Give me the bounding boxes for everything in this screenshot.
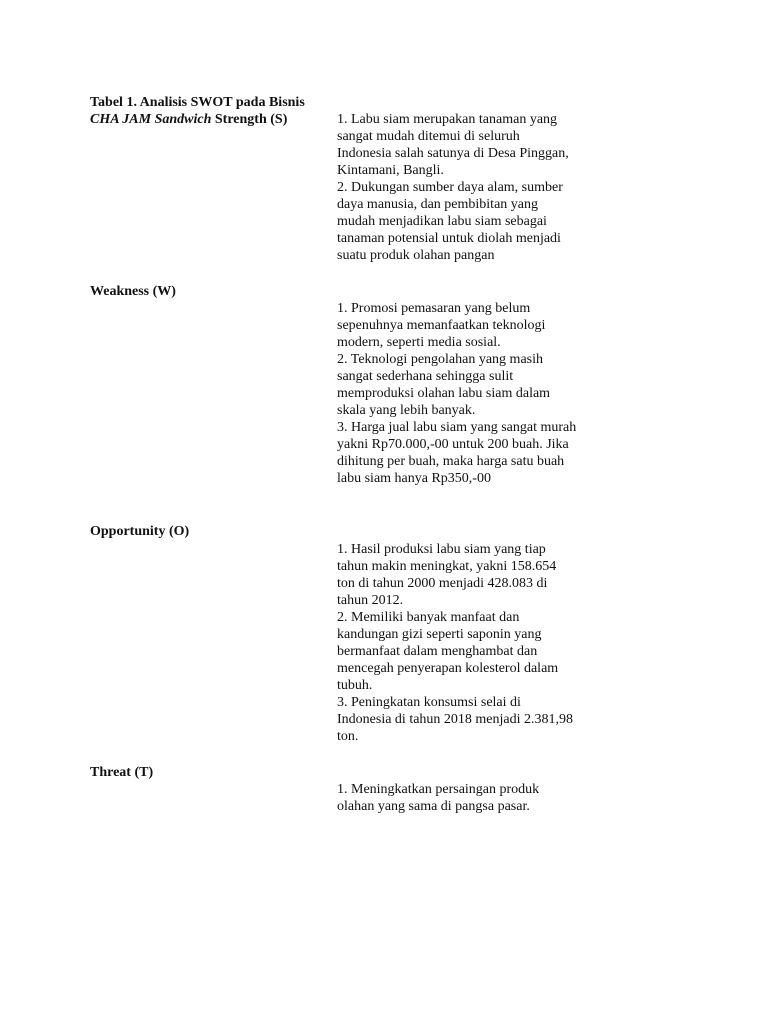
strength-item-1: 1. Labu siam merupakan tanaman yang sangat mudah ditemui di seluruh Indonesia salah satunya di Desa Pinggan, Kintamani, Bangli.	[337, 112, 569, 178]
strength-content	[337, 111, 577, 264]
weakness-item-3: 3. Harga jual labu siam yang sangat murah yakni Rp70.000,-00 untuk 200 buah. Jika dihitung per buah, maka harga satu buah labu siam hanya Rp350,-00	[337, 420, 577, 486]
table-title: Tabel 1. Analisis SWOT pada Bisnis	[90, 95, 305, 110]
opportunity-item-3: 3. Peningkatan konsumsi selai di Indonesia di tahun 2018 menjadi 2.381,98 ton.	[337, 695, 574, 744]
opportunity-content	[337, 541, 577, 745]
weakness-item-2: 2. Teknologi pengolahan yang masih sangat sederhana sehingga sulit memproduksi olahan labu siam dalam skala yang lebih banyak.	[337, 352, 551, 418]
weakness-heading: Weakness (W)	[90, 284, 176, 299]
weakness-content	[337, 300, 577, 487]
threat-heading: Threat (T)	[90, 765, 154, 780]
opportunity-item-1: 1. Hasil produksi labu siam yang tiap tahun makin meningkat, yakni 158.654 ton di tahun 2000 menjadi 428.083 di tahun 2012.	[337, 542, 557, 608]
opportunity-item-2: 2. Memiliki banyak manfaat dan kandungan gizi seperti saponin yang bermanfaat dalam menghambat dan mencegah penyerapan kolesterol dalam tubuh.	[337, 610, 559, 693]
strength-heading-line	[90, 111, 287, 128]
threat-content	[337, 781, 577, 815]
business-name: CHA JAM Sandwich	[90, 112, 212, 127]
threat-item-1: 1. Meningkatkan persaingan produk olahan yang sama di pangsa pasar.	[337, 782, 540, 814]
strength-item-2: 2. Dukungan sumber daya alam, sumber daya manusia, dan pembibitan yang mudah menjadikan labu siam sebagai tanaman potensial untuk diolah menjadi suatu produk olahan pangan	[337, 180, 563, 263]
strength-heading: Strength (S)	[214, 112, 288, 127]
weakness-item-1: 1. Promosi pemasaran yang belum sepenuhnya memanfaatkan teknologi modern, seperti media sosial.	[337, 301, 546, 350]
opportunity-heading: Opportunity (O)	[90, 524, 190, 539]
